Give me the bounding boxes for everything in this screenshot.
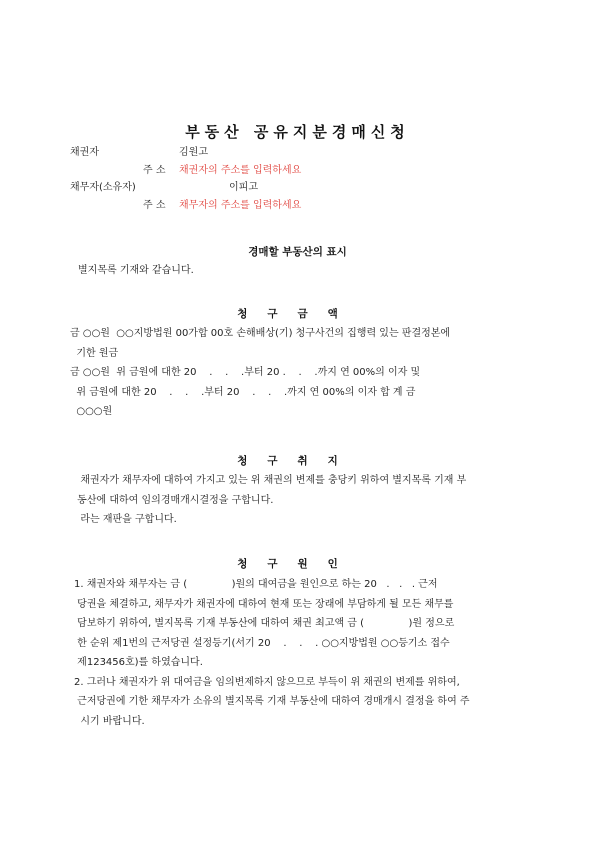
debtor-address: 채무자의 주소를 입력하세요 [179, 200, 302, 211]
claim-purpose-heading: 청구취지 [237, 455, 358, 467]
claim-amount-body [70, 324, 450, 422]
claim-purpose-line: 라는 재판을 구합니다. [74, 514, 177, 525]
claim-amount-line: 위 금원에 대한 20 . . .부터 20 . . .까지 연 00%의 이자 합 계 금 [70, 386, 416, 398]
debtor-label: 채무자(소유자) [70, 182, 136, 193]
claim-amount-line: 금 ○○원 위 금원에 대한 20 . . .부터 20 . . .까지 연 00%의 이자 및 [70, 367, 421, 378]
debtor-name: 이피고 [229, 182, 258, 193]
debtor-address-label: 주 소 [143, 200, 166, 211]
claim-cause-line: 2. 그러나 채권자가 위 대여금을 임의변제하지 않으므로 부득이 위 채권의 변제를 위하여, [74, 676, 460, 688]
claim-amount-line: 금 ○○원 ○○지방법원 00가합 00호 손해배상(기) 청구사건의 집행력 있는 판결정본에 [70, 328, 451, 339]
claim-cause-line: 1. 채권자와 채무자는 금 ( )원의 대여금을 원인으로 하는 20 . . . 근저 [74, 579, 438, 590]
creditor-address: 채권자의 주소를 입력하세요 [179, 165, 302, 176]
document-title: 부동산 공유지분경매신청 [185, 123, 410, 141]
claim-amount-heading: 청구금액 [237, 308, 358, 320]
claim-cause-line: 당권을 체결하고, 채무자가 채권자에 대하여 현재 또는 장래에 부담하게 될 모든 채무를 [74, 598, 454, 610]
claim-purpose-line: 동산에 대하여 임의경매개시결정을 구합니다. [74, 494, 274, 506]
property-heading: 경매할 부동산의 표시 [248, 246, 347, 258]
creditor-address-label: 주 소 [143, 165, 166, 176]
claim-cause-line: 제123456호)를 하였습니다. [74, 657, 203, 668]
claim-cause-line: 근저당권에 기한 채무자가 소유의 별지목록 기재 부동산에 대하여 경매개시 결정을 하여 주 [74, 696, 470, 707]
claim-purpose-line: 채권자가 채무자에 대하여 가지고 있는 위 채권의 변제를 충당키 위하여 별지목록 기재 부 [74, 475, 467, 486]
claim-cause-body [74, 575, 470, 731]
property-body: 별지목록 기재와 같습니다. [78, 265, 194, 276]
claim-amount-line: 기한 원금 [70, 347, 119, 359]
claim-cause-line: 시기 바랍니다. [74, 715, 145, 727]
claim-cause-line: 한 순위 제1번의 근저당권 설정등기(서기 20 . . . ○○지방법원 ○○등기소 접수 [74, 637, 450, 649]
creditor-name: 김원고 [179, 147, 208, 158]
claim-amount-line: ○○○원 [70, 406, 113, 417]
claim-cause-heading: 청구원인 [237, 558, 358, 570]
claim-cause-line: 담보하기 위하여, 별지목록 기재 부동산에 대하여 채권 최고액 금 ( )원 정으로 [74, 618, 455, 629]
claim-purpose-body [74, 471, 466, 530]
creditor-label: 채권자 [70, 147, 99, 158]
